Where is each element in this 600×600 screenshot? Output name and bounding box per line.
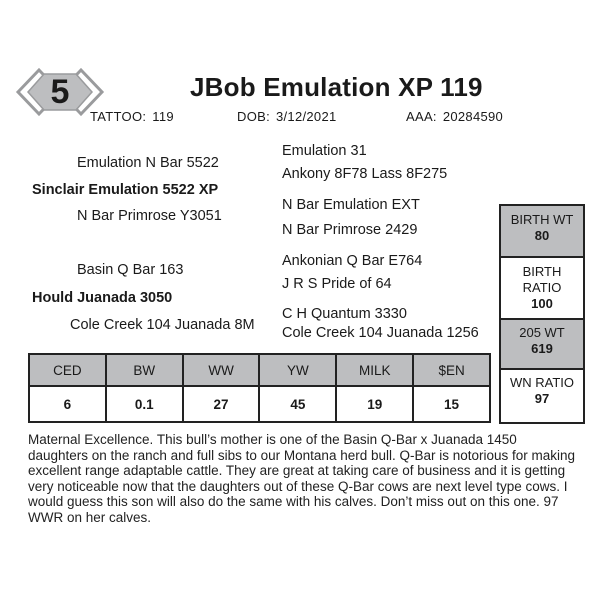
epd-value-row	[29, 386, 490, 422]
weight-205-label: 205 WT	[519, 325, 565, 340]
epd-header-ced: CED	[29, 354, 106, 386]
epd-table	[28, 353, 491, 423]
epd-value-milk: 19	[336, 386, 413, 422]
aaa-field	[406, 109, 503, 124]
animal-name: JBob Emulation XP 119	[190, 72, 483, 102]
epd-header-yw: YW	[259, 354, 336, 386]
dob-value: 3/12/2021	[275, 109, 337, 124]
epd-header-bw: BW	[106, 354, 183, 386]
birth-weight-value: 80	[534, 228, 550, 243]
epd-value-yw: 45	[259, 386, 336, 422]
tattoo-label: TATTOO:	[90, 109, 147, 124]
epd-value-en: 15	[413, 386, 490, 422]
weaning-ratio-value: 97	[534, 391, 550, 406]
dam-sire-dam: J R S Pride of 64	[282, 276, 392, 292]
weight-205-value: 619	[531, 341, 553, 356]
weaning-ratio-label: WN RATIO	[509, 375, 575, 390]
aaa-value: 20284590	[442, 109, 504, 124]
dam-dam-dam: Cole Creek 104 Juanada 1256	[282, 325, 479, 341]
dam-sire: Basin Q Bar 163	[77, 262, 184, 278]
epd-header-en: $EN	[413, 354, 490, 386]
birth-ratio-box	[499, 258, 585, 320]
sire-sire: Emulation N Bar 5522	[77, 155, 219, 171]
dam: Hould Juanada 3050	[32, 290, 173, 306]
epd-value-ced: 6	[29, 386, 106, 422]
weight-205-box	[499, 320, 585, 370]
sire-sire-dam: Ankony 8F78 Lass 8F275	[282, 166, 448, 182]
tattoo-value: 119	[152, 109, 174, 124]
dob-label: DOB:	[237, 109, 270, 124]
birth-weight-label: BIRTH WT	[510, 212, 574, 227]
aaa-label: AAA:	[406, 109, 437, 124]
sire-sire-sire: Emulation 31	[282, 143, 367, 159]
epd-header-ww: WW	[183, 354, 260, 386]
lot-description: Maternal Excellence. This bull’s mother is one of the Basin Q-Bar x Juanada 1450 daughters on the ranch and full sibs to our Montana herd bull. Q-Bar is notorious for making excellent range adaptable cattle. They are great at taking care of business and it is getting very noticeable now that the daughters out of these Q-Bar cows are next level type cows. I would guess this son will also do the same with his calves. Don’t miss out on this one. 97 WWR on her calves.	[28, 432, 576, 525]
sire-dam: N Bar Primrose Y3051	[77, 208, 222, 224]
dam-dam-sire: C H Quantum 3330	[282, 306, 407, 322]
birth-ratio-label-2: RATIO	[522, 280, 562, 295]
sire-dam-sire: N Bar Emulation EXT	[282, 197, 420, 213]
birth-weight-box	[499, 204, 585, 258]
epd-header-row	[29, 354, 490, 386]
epd-value-ww: 27	[183, 386, 260, 422]
epd-header-milk: MILK	[336, 354, 413, 386]
sire-dam-dam: N Bar Primrose 2429	[282, 222, 418, 238]
birth-ratio-label-1: BIRTH	[522, 264, 562, 279]
weaning-ratio-box	[499, 370, 585, 424]
sire: Sinclair Emulation 5522 XP	[32, 182, 219, 198]
tattoo-field	[90, 109, 174, 124]
dam-dam: Cole Creek 104 Juanada 8M	[70, 317, 255, 333]
dam-sire-sire: Ankonian Q Bar E764	[282, 253, 423, 269]
birth-ratio-value: 100	[531, 296, 553, 311]
lot-number: 5	[50, 73, 70, 111]
dob-field	[237, 109, 337, 124]
epd-value-bw: 0.1	[106, 386, 183, 422]
